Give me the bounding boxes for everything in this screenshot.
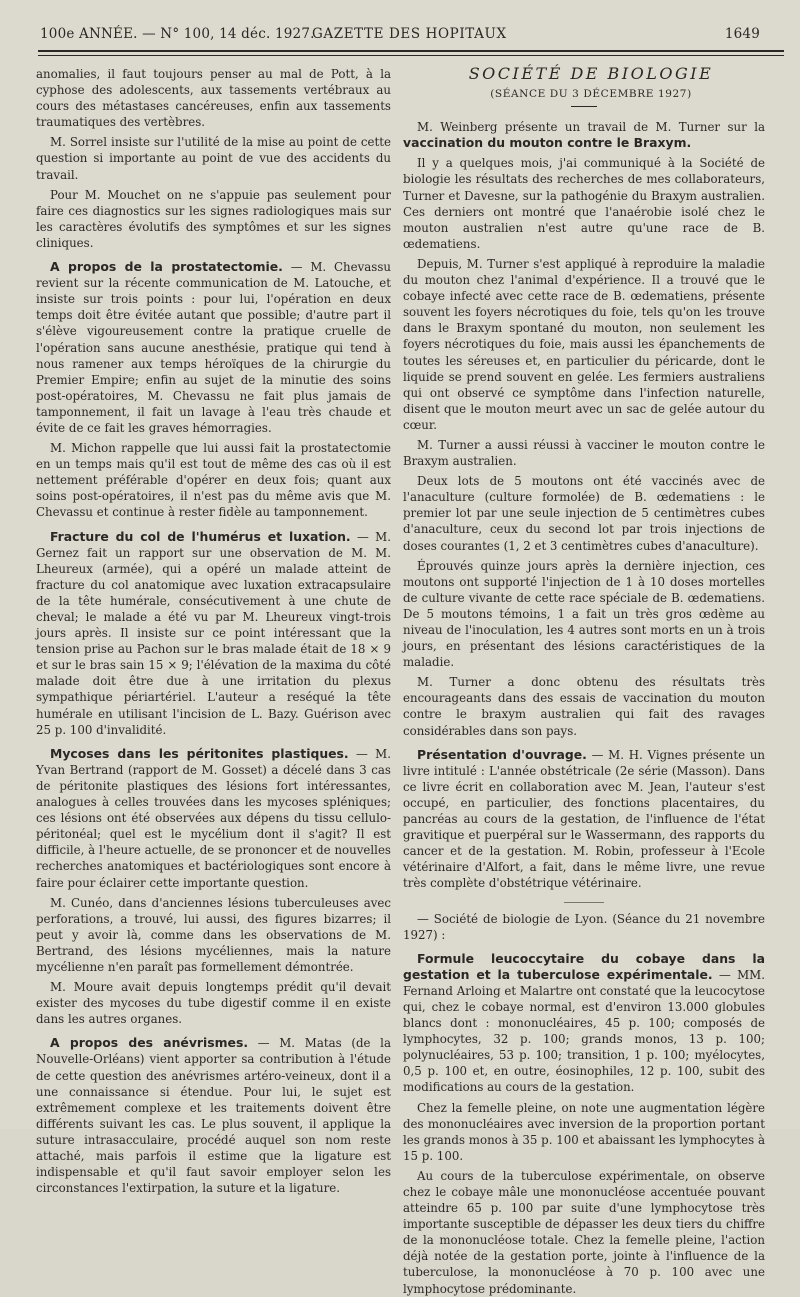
section-mycoses <box>36 746 391 891</box>
section-heading: A propos de la prostatectomie. <box>50 259 283 275</box>
page-header <box>40 20 760 50</box>
issue-info: 100e ANNÉE. — N° 100, 14 déc. 1927. <box>40 26 315 42</box>
paragraph: M. Cunéo, dans d'anciennes lésions tuberculeuses avec perforations, a trouvé, lui aussi, des figures bizarres; il peut y avoir là, comme dans les observations de M. Bertrand, des lésions mycéliennes, mais la nature mycélienne n'en paraît pas formellement démontrée. <box>36 895 391 974</box>
paragraph: Éprouvés quinze jours après la dernière injection, ces moutons ont supporté l'injection de 1 à 10 doses mortelles de culture vivante de cette race spéciale de B. œdematiens. De 5 moutons témoins, 1 a fait un très gros œdème au niveau de l'inoculation, les 4 autres sont morts en un à trois jours, en présentant des lésions caractéristiques de la maladie. <box>403 558 765 670</box>
section-intro: M. Weinberg présente un travail de M. Turner sur la <box>417 120 765 135</box>
paragraph: Il y a quelques mois, j'ai communiqué à la Société de biologie les résultats des recherches de mes collaborateurs, Turner et Davesne, sur la pathogénie du Braxym australien. Ces derniers ont montré que l'anaérobie isolé chez le mouton australien n'est autre qu'une race de B. œdematiens. <box>403 156 765 251</box>
section-heading: vaccination du mouton contre le Braxym. <box>403 135 692 151</box>
page-number: 1649 <box>724 26 760 42</box>
section-presentation <box>403 747 765 892</box>
paragraph: anomalies, il faut toujours penser au mal de Pott, à la cyphose des adolescents, aux tassements vertébraux au cours des métastases cancéreuses, enfin aux tassements traumatiques des vertèbres. <box>36 67 391 130</box>
section-prostatectomie <box>36 259 391 436</box>
paragraph: Depuis, M. Turner s'est appliqué à reproduire la maladie du mouton chez l'animal d'expérience. Il a trouvé que le cobaye infecté avec cette race de B. œdematiens, présente souvent les foyers nécrotiques du foie, tels qu'on les trouve dans le Braxym spontané du mouton, non seulement les foyers nécrotiques du foie, mais aussi les épanchements de toutes les séreuses et, en particulier du péricarde, dont le liquide se prend souvent en gelée. Les fermiers australiens qui ont observé ce symptôme dans l'infection naturelle, disent que le mouton meurt avec un sac de gelée autour du cœur. <box>403 256 765 432</box>
section-anevrismes <box>36 1035 391 1196</box>
section-heading: Fracture du col de l'humérus et luxation. <box>50 528 351 544</box>
paragraph: M. Michon rappelle que lui aussi fait la prostatectomie en un temps mais qu'il est tout de même des cas où il est nettement préférable d'opérer en deux fois; quant aux soins post-opératoires, il n'est pas du même avis que M. Chevassu et continue à rester fidèle au tamponnement. <box>36 441 391 520</box>
section-heading: Présentation d'ouvrage. <box>417 746 587 762</box>
header-rule-thick <box>38 50 784 52</box>
journal-title: GAZETTE DES HOPITAUX <box>312 26 507 42</box>
section-text: — M. H. Vignes présente un livre intitulé : L'année obstétricale (2e série (Masson). Dans ce livre écrit en collaboration avec M. Jean, l'auteur s'est occupé, en particulier, des fonctions placentaires, du pancréas au cours de la gestation, de l'influence de l'état gravitique et puerpéral sur le Wassermann, des rapports du cancer et de la gestation. M. Robin, professeur à l'Ecole vétérinaire d'Alfort, a fait, dans le même livre, une revue très complète d'obstétrique vétérinaire. <box>403 747 766 891</box>
paragraph: Chez la femelle pleine, on note une augmentation légère des mononucléaires avec inversion de la proportion portant les grands monos à 35 p. 100 et abaissant les lymphocytes à 15 p. 100. <box>403 1100 765 1163</box>
section-fracture <box>36 529 391 738</box>
section-text: — M. Chevassu revient sur la récente communication de M. Latouche, et insiste sur trois points : pour lui, l'opération en deux temps doit être évitée autant que possible; d'autre part il s'élève vigoureusement contre la pratique cruelle de l'opération sans aucune anesthésie, pratique qui tend à nous ramener aux temps héroïques de la chirurgie du Premier Empire; enfin au sujet de la minutie des soins post-opératoires, M. Chevassu ne fait plus jamais de tamponnement, il fait un lavage à l'eau très chaude et évite de ce fait les graves hémorragies. <box>36 260 391 435</box>
paragraph: Au cours de la tuberculose expérimentale, on observe chez le cobaye mâle une mononucléose accentuée pouvant atteindre 65 p. 100 par suite d'une lymphocytose très importante susceptible de dépasser les deux tiers du chiffre de la mononucléose totale. Chez la femelle pleine, l'action déjà notée de la gestation porte, jointe à l'influence de la tuberculose, la mononucléose à 70 p. 100 avec une lymphocytose prédominante. <box>403 1168 765 1296</box>
paragraph: M. Sorrel insiste sur l'utilité de la mise au point de cette question si importante au point de vue des accidents du travail. <box>36 135 391 182</box>
section-text: — M. Matas (de la Nouvelle-Orléans) vient apporter sa contribution à l'étude de cette question des anévrismes artéro-veineux, dont il a une connaissance si étendue. Pour lui, le sujet est extrêmement complexe et les traitements doivent être différents suivant les cas. Le plus souvent, il applique la suture intrasacculaire, procédé auquel son nom reste attaché, mais parfois il estime que la ligature est indispensable et qu'il faut savoir employer selon les circonstances l'extirpation, la suture et la ligature. <box>36 1036 391 1196</box>
section-text: — M. Yvan Bertrand (rapport de M. Gosset) a décelé dans 3 cas de péritonite plastiques des lésions fort intéressantes, analogues à celles trouvées dans les mycoses spléniques; ces lésions ont été observées aux dépens du tissu cellulo-péritonéal; quel est le mycélium dont il s'agit? Il est difficile, à l'heure actuelle, de se prononcer et de nouvelles recherches anatomiques et bactériologiques sont encore à faire pour éclairer cette importante question. <box>36 746 391 890</box>
title-rule <box>571 106 597 107</box>
section-heading: Formule leucoccytaire du cobaye dans la gestation et la tuberculose expérimentale. <box>403 950 765 982</box>
paragraph: M. Turner a aussi réussi à vacciner le mouton contre le Braxym australien. <box>403 437 765 469</box>
section-text: — MM. Fernand Arloing et Malartre ont constaté que la leucocytose qui, chez le cobaye normal, est d'environ 13.000 globules blancs dont : mononucléaires, 45 p. 100; composés de lymphocytes, 32 p. 100; grands monos, 13 p. 100; polynucléaires, 53 p. 100; transition, 1 p. 100; myélocytes, 0,5 p. 100 et, en outre, éosinophiles, 12 p. 100, subit des modifications au cours de la gestation. <box>403 967 765 1095</box>
paragraph: Deux lots de 5 moutons ont été vaccinés avec de l'anaculture (culture formolée) de B. œdematiens : le premier lot par une seule injection de 5 centimètres cubes d'anaculture, ceux du second lot par trois injections de doses courantes (1, 2 et 3 centimètres cubes d'anaculture). <box>403 474 765 553</box>
right-column <box>403 64 766 1296</box>
section-heading: Mycoses dans les péritonites plastiques. <box>50 745 349 761</box>
section-text: — M. Gernez fait un rapport sur une observation de M. M. Lheureux (armée), qui a opéré un malade atteint de fracture du col anatomique avec luxation extracapsulaire de la tête humérale, consécutivement à une chute de cheval; le malade a été vu par M. Lheureux vingt-trois jours après. Il insiste sur ce point intéressant que la tension prise au Pachon sur le bras malade était de 18 × 9 et sur le bras sain 15 × 9; l'élévation de la maxima du côté malade doit être due à une irritation du plexus sympathique périartériel. L'auteur a reséqué la tête humérale en utilisant l'incision de L. Bazy. Guérison avec 25 p. 100 d'invalidité. <box>36 529 392 737</box>
paragraph: Pour M. Mouchet on ne s'appuie pas seulement pour faire ces diagnostics sur les signes radiologiques mais sur les caractères évolutifs des symptômes et sur les signes cliniques. <box>36 187 391 250</box>
paragraph: M. Moure avait depuis longtemps prédit qu'il devait exister des mycoses du tube digestif comme il en existe dans les autres organes. <box>36 980 391 1027</box>
paragraph: M. Turner a donc obtenu des résultats très encourageants dans des essais de vaccination du mouton contre le braxym australien qui fait des ravages considérables dans son pays. <box>403 675 765 738</box>
society-title: SOCIÉTÉ DE BIOLOGIE <box>468 64 714 83</box>
separator-rule <box>564 902 604 903</box>
left-column <box>36 66 392 1196</box>
section-braxym <box>403 119 765 151</box>
section-heading: A propos des anévrismes. <box>50 1035 249 1051</box>
session-date: (SÉANCE DU 3 DÉCEMBRE 1927) <box>490 88 692 101</box>
header-rule-thin <box>38 55 784 56</box>
section-formule <box>403 951 765 1096</box>
lyon-session-heading: — Société de biologie de Lyon. (Séance du 21 novembre 1927) : <box>403 911 765 942</box>
